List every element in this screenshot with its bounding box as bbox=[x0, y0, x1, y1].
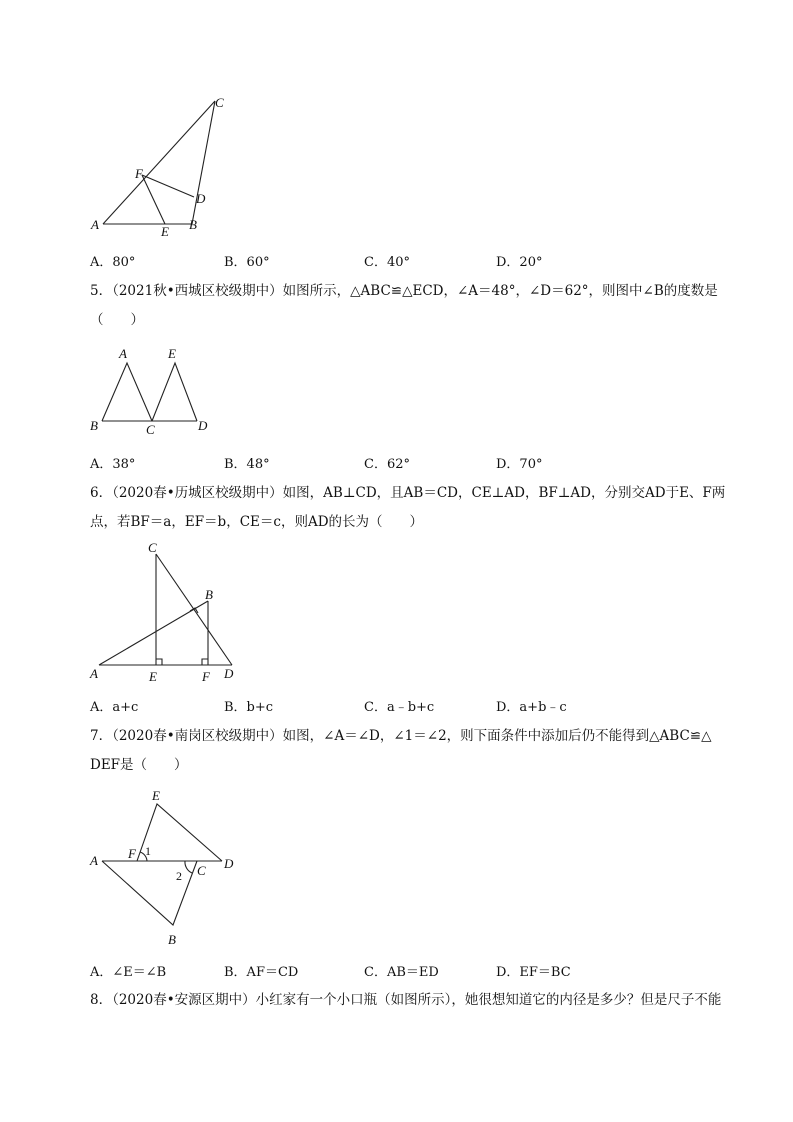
q7-figure bbox=[85, 783, 245, 953]
q4-option-c[interactable]: C．40° bbox=[364, 255, 410, 270]
q5-stem bbox=[90, 277, 730, 335]
right-angle-e bbox=[156, 659, 162, 665]
q7-line2: DEF是（ ） bbox=[90, 757, 188, 773]
q6-option-c[interactable]: C．a﹣b+c bbox=[364, 700, 435, 715]
q5-option-c[interactable]: C．62° bbox=[364, 457, 410, 472]
q5-line2: （ ） bbox=[90, 312, 144, 328]
q4-figure bbox=[85, 90, 245, 250]
label-c: C bbox=[197, 863, 206, 878]
label-b: B bbox=[189, 217, 197, 232]
label-d: D bbox=[224, 666, 234, 681]
label-angle-2: 2 bbox=[176, 869, 182, 883]
q7-option-c[interactable]: C．AB＝ED bbox=[364, 965, 439, 980]
q6-figure bbox=[85, 537, 245, 687]
label-b: B bbox=[168, 932, 176, 947]
right-angle-ab-cd bbox=[190, 608, 198, 613]
label-e: E bbox=[152, 788, 160, 803]
q6-option-b[interactable]: B．b+c bbox=[224, 700, 274, 715]
label-a: A bbox=[90, 853, 98, 868]
label-a: A bbox=[119, 346, 127, 361]
label-b: B bbox=[205, 587, 213, 602]
q6-option-a[interactable]: A．a+c bbox=[90, 700, 139, 715]
triangle-ecd bbox=[152, 363, 197, 421]
label-b: B bbox=[90, 418, 98, 433]
label-angle-1: 1 bbox=[145, 844, 151, 858]
q6-stem bbox=[90, 479, 730, 537]
q6-line2: 点，若BF＝a，EF＝b，CE＝c，则AD的长为（ ） bbox=[90, 514, 424, 530]
q7-option-a[interactable]: A．∠E＝∠B bbox=[90, 965, 167, 980]
q8-stem bbox=[90, 986, 730, 1015]
q7-options bbox=[90, 961, 730, 979]
right-angle-f bbox=[202, 659, 208, 665]
segment-cd bbox=[156, 554, 232, 665]
q6-option-d[interactable]: D．a+b﹣c bbox=[496, 700, 567, 715]
label-d: D bbox=[224, 856, 234, 871]
q5-line1: 5．（2021秋•西城区校级期中）如图所示，△ABC≌△ECD，∠A＝48°，∠D＝62°，则图中∠B的度数是 bbox=[90, 283, 718, 299]
label-e: E bbox=[161, 224, 169, 239]
q6-options bbox=[90, 696, 730, 714]
segment-fe bbox=[142, 175, 165, 224]
q5-option-b[interactable]: B．48° bbox=[224, 457, 270, 472]
q8-line1: 8．（2020春•安源区期中）小红家有一个小口瓶（如图所示），她很想知道它的内径是多少？但是尺子不能 bbox=[90, 992, 722, 1008]
label-f: F bbox=[128, 846, 136, 861]
label-d: D bbox=[198, 418, 208, 433]
label-e: E bbox=[149, 669, 157, 684]
q6-line1: 6．（2020春•历城区校级期中）如图，AB⊥CD，且AB＝CD，CE⊥AD，BF⊥AD，分别交AD于E、F两 bbox=[90, 485, 726, 501]
q4-option-d[interactable]: D．20° bbox=[496, 255, 543, 270]
q7-option-d[interactable]: D．EF＝BC bbox=[496, 965, 571, 980]
q7-option-b[interactable]: B．AF＝CD bbox=[224, 965, 299, 980]
label-f: F bbox=[135, 166, 143, 181]
label-d: D bbox=[196, 191, 206, 206]
q4-option-b[interactable]: B．60° bbox=[224, 255, 270, 270]
triangle-abc bbox=[102, 363, 152, 421]
segment-fd bbox=[142, 175, 194, 197]
q7-line1: 7．（2020春•南岗区校级期中）如图，∠A＝∠D，∠1＝∠2，则下面条件中添加后仍不能得到△ABC≌△ bbox=[90, 728, 712, 744]
triangle-abc bbox=[102, 861, 197, 925]
label-c: C bbox=[215, 95, 224, 110]
q5-options bbox=[90, 453, 730, 471]
label-e: E bbox=[168, 346, 176, 361]
label-f: F bbox=[202, 669, 210, 684]
label-a: A bbox=[90, 666, 98, 681]
q7-stem bbox=[90, 722, 730, 780]
q4-option-a[interactable]: A．80° bbox=[90, 255, 136, 270]
q4-options bbox=[90, 251, 730, 269]
angle-2-arc bbox=[185, 861, 192, 873]
label-a: A bbox=[91, 217, 99, 232]
label-c: C bbox=[148, 540, 157, 555]
label-c: C bbox=[146, 422, 155, 437]
q5-figure bbox=[85, 342, 225, 437]
q5-option-a[interactable]: A．38° bbox=[90, 457, 136, 472]
q5-option-d[interactable]: D．70° bbox=[496, 457, 543, 472]
